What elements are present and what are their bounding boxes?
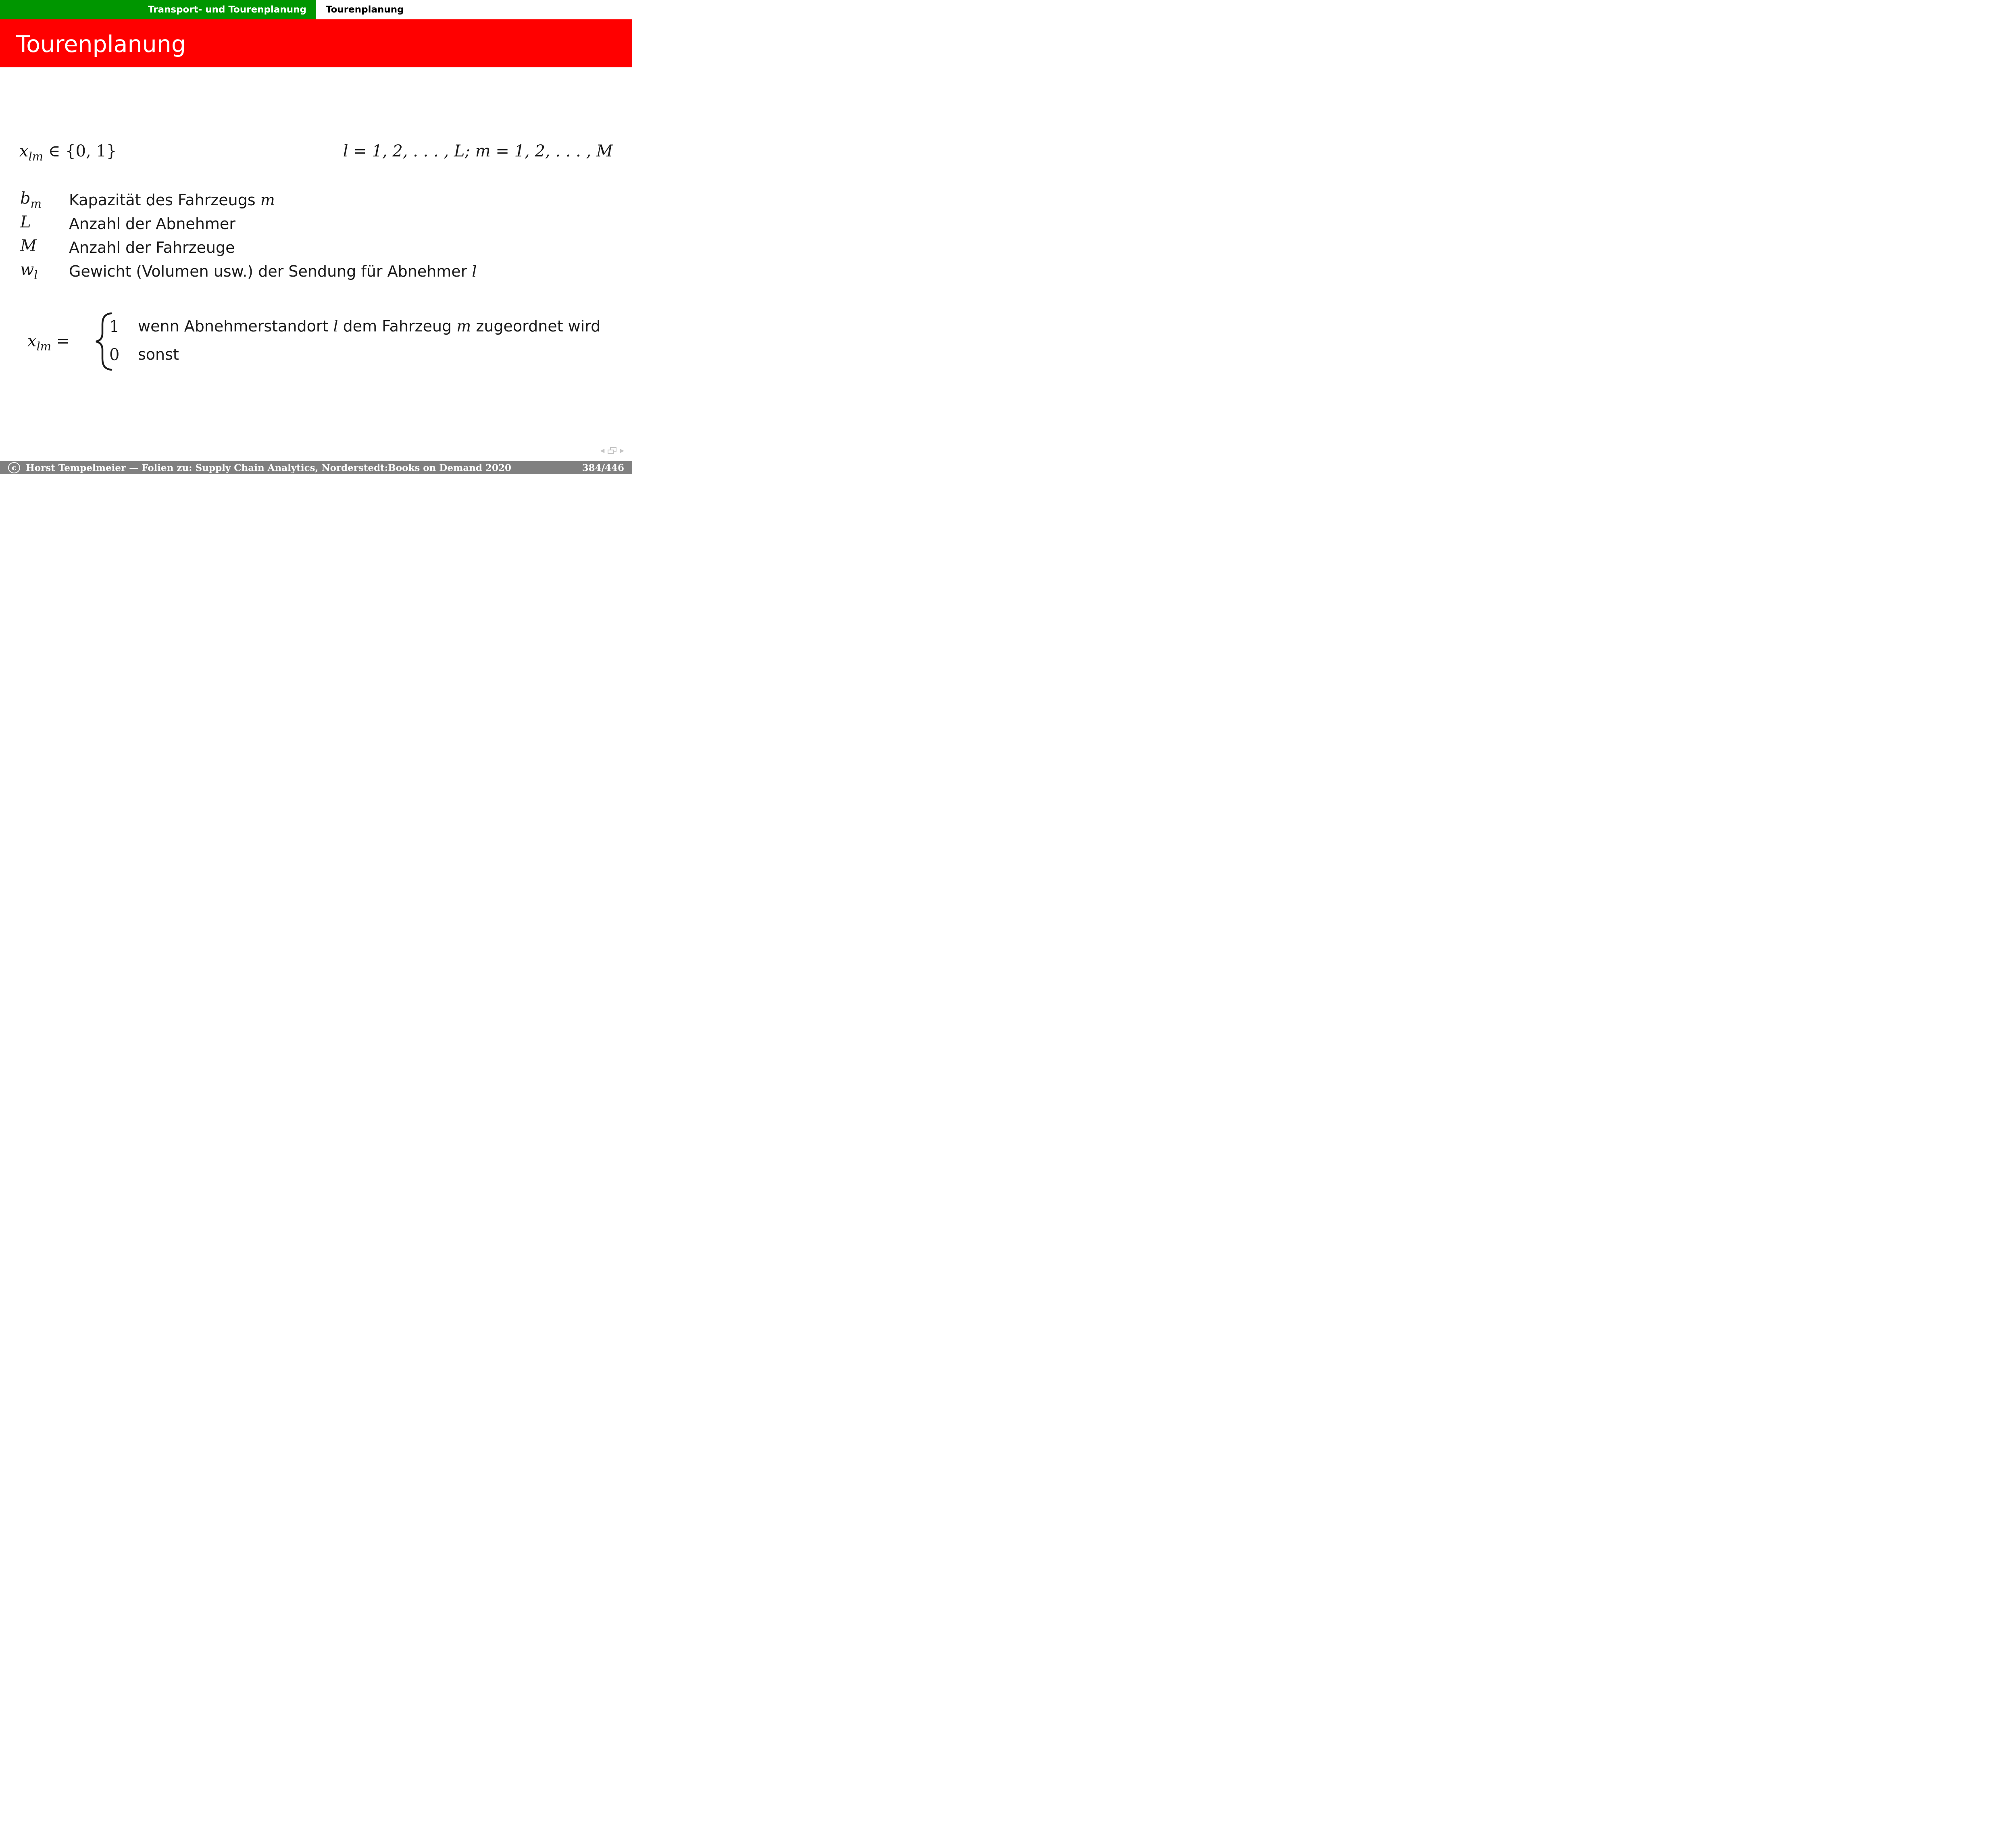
case-row-assigned — [109, 317, 600, 336]
definition-symbol: M — [20, 236, 37, 255]
definition-text: Kapazität des Fahrzeugs m — [69, 191, 275, 209]
slide-title: Tourenplanung — [16, 31, 186, 58]
case-definition — [27, 312, 600, 373]
variable-domain — [19, 142, 613, 166]
definition-symbol: $w_l$ — [20, 260, 38, 282]
top-navigation — [0, 0, 632, 19]
definition-symbol: $b_m$ — [20, 189, 42, 211]
definition-row — [20, 188, 477, 212]
case-value: 0 — [109, 346, 120, 364]
footer — [0, 461, 632, 474]
nav-subsection-link[interactable]: Tourenplanung — [316, 0, 632, 19]
prev-arrow-icon[interactable]: ◀ — [600, 448, 605, 454]
definition-text: Gewicht (Volumen usw.) der Sendung für Abnehmer l — [69, 262, 477, 280]
definition-row — [20, 235, 477, 259]
definition-text: Anzahl der Abnehmer — [69, 215, 235, 233]
symbol-definitions — [20, 188, 477, 283]
definition-row — [20, 259, 477, 283]
definition-symbol: L — [20, 212, 31, 231]
page-number: 384/446 — [582, 462, 624, 473]
case-lhs: $x_{lm}$ = — [27, 332, 70, 354]
title-band — [0, 19, 632, 67]
case-value: 1 — [109, 317, 120, 336]
frame-stack-icon[interactable] — [607, 447, 617, 455]
copyright-icon: c — [8, 462, 20, 473]
domain-var-sub: lm — [28, 150, 44, 164]
next-arrow-icon[interactable]: ▶ — [620, 448, 624, 454]
nav-section-link[interactable]: Transport- und Tourenplanung — [0, 0, 316, 19]
domain-var: x — [19, 142, 29, 160]
domain-set: ∈ {0, 1} — [43, 142, 117, 160]
domain-indices: l = 1, 2, . . . , L; m = 1, 2, . . . , M — [343, 142, 613, 160]
case-condition: wenn Abnehmerstandort l dem Fahrzeug m zugeordnet wird — [138, 317, 601, 335]
definition-row — [20, 212, 477, 235]
footer-citation: Horst Tempelmeier — Folien zu: Supply Chain Analytics, Norderstedt:Books on Demand 2020 — [26, 462, 512, 473]
definition-text: Anzahl der Fahrzeuge — [69, 238, 235, 256]
case-row-otherwise — [109, 346, 179, 364]
navigation-symbols — [600, 447, 624, 455]
case-condition: sonst — [138, 346, 179, 363]
domain-expression — [19, 142, 117, 163]
